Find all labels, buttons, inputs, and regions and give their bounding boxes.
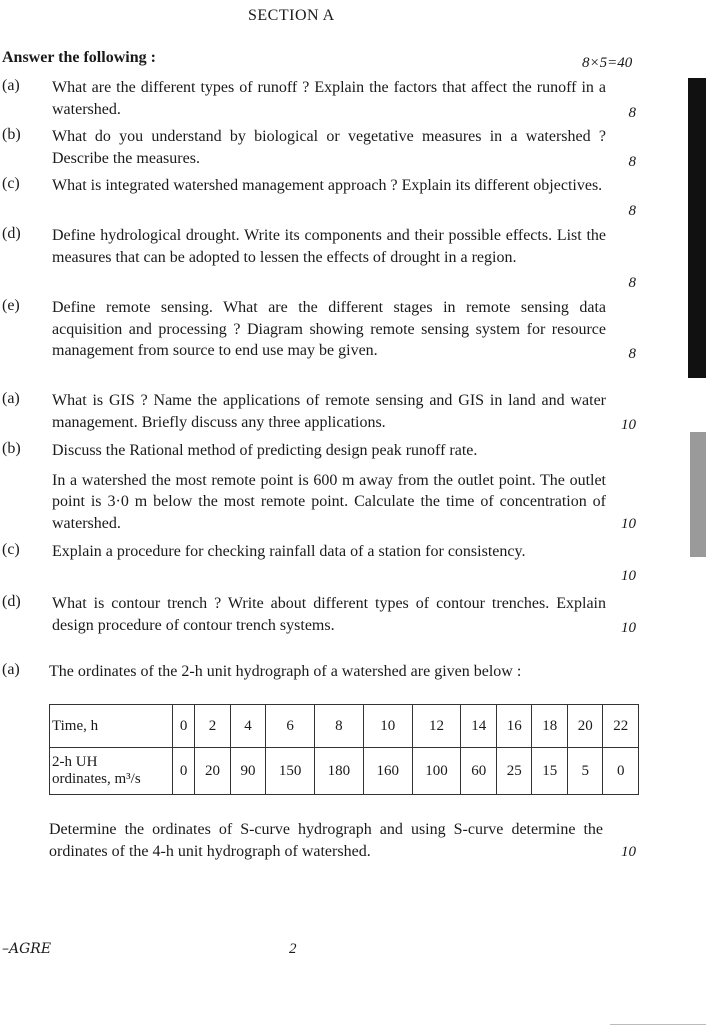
question-label: (b) [2,126,21,143]
question-3a-continued [0,819,640,865]
question-text: Explain a procedure for checking rainfall data of a station for consistency. [52,543,526,560]
table-cell: 6 [266,705,315,748]
table-cell: 20 [567,705,603,748]
table-cell: 2 [195,705,231,748]
question-3a [0,661,640,707]
scan-edge-shadow [690,432,706,557]
question-marks: 10 [621,620,636,636]
table-cell: 12 [412,705,461,748]
question-text: The ordinates of the 2-h unit hydrograph of a watershed are given below : [49,663,522,680]
question-2d [0,593,640,639]
unit-hydrograph-table [49,704,639,795]
table-cell: 4 [230,705,266,748]
table-cell: 90 [230,748,266,795]
question-marks: 8 [628,346,636,362]
table-cell: 25 [496,748,532,795]
question-label: (c) [2,541,20,558]
table-cell: 22 [603,705,639,748]
table-cell: 0 [173,748,195,795]
question-label: (a) [2,77,20,94]
question-marks: 10 [621,516,636,532]
table-row-header: Time, h [50,705,173,748]
question-text: Determine the ordinates of S-curve hydrograph and using S-curve determine the ordinates of the 4-h unit hydrograph of watershed. [49,821,603,860]
question-text: Discuss the Rational method of predicting design peak runoff rate. In a watershed the most remote point is 600 m away from the outlet point. The outlet point is 3·0 m below the most remote point. Calculate the time of concentration of watershed. [52,442,606,532]
table-cell: 10 [363,705,412,748]
table-row-header [50,748,173,795]
question-marks: 8 [628,203,636,219]
question-label: (a) [2,661,20,678]
question-text: What is contour trench ? Write about different types of contour trenches. Explain design procedure of contour trench systems. [52,595,606,634]
question-text: Define hydrological drought. Write its components and their possible effects. List the measures that can be adopted to lessen the effects of drought in a region. [52,227,606,266]
page-number: 2 [289,941,297,957]
question-marks: 10 [621,568,636,584]
question-label: (a) [2,390,20,407]
question-text: What is GIS ? Name the applications of remote sensing and GIS in land and water management. Briefly discuss any three applications. [52,392,606,431]
table-row [50,748,639,795]
scan-edge-line [610,1024,706,1025]
question-marks: 10 [621,417,636,433]
question-1d [0,225,640,293]
question-1b [0,126,640,172]
instruction-text: Answer the following : [2,49,156,66]
question-label: (b) [2,440,21,457]
question-label: (d) [2,225,21,242]
table-cell: 0 [173,705,195,748]
question-marks: 8 [628,275,636,291]
scan-edge-shadow [688,78,706,378]
table-cell: 60 [461,748,497,795]
table-cell: 0 [603,748,639,795]
total-marks: 8×5=40 [582,55,633,71]
table-cell: 180 [315,748,364,795]
question-2b [0,440,640,534]
question-2a [0,390,640,436]
question-label: (e) [2,297,20,314]
section-title: SECTION A [248,7,335,24]
question-label: (d) [2,593,21,610]
table-cell: 14 [461,705,497,748]
table-cell: 100 [412,748,461,795]
table-cell: 8 [315,705,364,748]
question-1a [0,77,640,123]
row-header-line: ordinates, m³/s [52,771,141,787]
table-cell: 18 [532,705,568,748]
table-cell: 160 [363,748,412,795]
question-marks: 10 [621,844,636,860]
table-cell: 20 [195,748,231,795]
table-cell: 16 [496,705,532,748]
paper-code: –AGRE [2,941,52,957]
table-row [50,705,639,748]
question-1e [0,297,640,365]
question-marks: 8 [628,105,636,121]
question-text: What do you understand by biological or vegetative measures in a watershed ? Describe the measures. [52,128,606,167]
question-label: (c) [2,175,20,192]
table-cell: 150 [266,748,315,795]
question-1c [0,175,640,221]
row-header-line: 2-h UH [52,754,98,770]
question-marks: 8 [628,154,636,170]
question-text: Define remote sensing. What are the different stages in remote sensing data acquisition and processing ? Diagram showing remote sensing system for resource management from source to end use may be given. [52,299,606,359]
table-cell: 15 [532,748,568,795]
question-text: What are the different types of runoff ? Explain the factors that affect the runoff in a watershed. [52,79,606,118]
question-2c [0,541,640,587]
question-text: What is integrated watershed management approach ? Explain its different objectives. [52,177,603,194]
table-cell: 5 [567,748,603,795]
